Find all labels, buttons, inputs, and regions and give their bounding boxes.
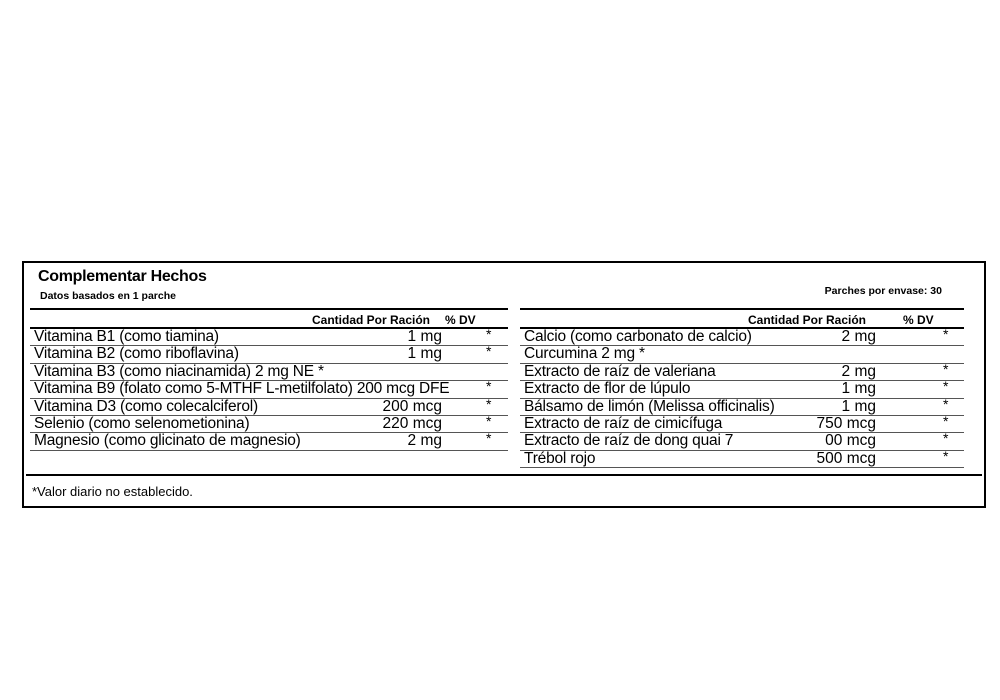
nutrient-name: Trébol rojo bbox=[524, 449, 596, 467]
footer-rule bbox=[26, 474, 982, 476]
nutrient-dv: * bbox=[943, 326, 949, 342]
nutrient-dv: * bbox=[486, 343, 492, 360]
nutrient-amount: 750 mcg bbox=[816, 414, 876, 432]
nutrient-dv: * bbox=[943, 378, 949, 395]
table-row bbox=[520, 430, 964, 450]
right-header-dv: % DV bbox=[903, 313, 934, 327]
left-header-rule bbox=[30, 308, 508, 310]
nutrient-dv: * bbox=[486, 378, 492, 395]
table-row bbox=[30, 364, 508, 381]
left-nutrient-list bbox=[30, 326, 508, 451]
footnote: *Valor diario no establecido. bbox=[32, 484, 193, 499]
nutrient-dv: * bbox=[486, 395, 492, 412]
table-row bbox=[520, 395, 964, 416]
nutrient-name: Bálsamo de limón (Melissa officinalis) bbox=[524, 397, 775, 415]
nutrient-name: Extracto de raíz de dong quai 7 bbox=[524, 432, 734, 450]
nutrient-dv: * bbox=[943, 412, 949, 429]
nutrient-amount: 1 mg bbox=[841, 397, 876, 415]
table-row bbox=[520, 326, 964, 346]
table-row bbox=[520, 360, 964, 381]
nutrient-amount: 1 mg bbox=[841, 380, 876, 398]
supplement-facts-panel bbox=[22, 261, 986, 508]
panel-title: Complementar Hechos bbox=[38, 268, 207, 285]
right-header-rule bbox=[520, 308, 964, 310]
serving-basis: Datos basados en 1 parche bbox=[40, 290, 176, 302]
nutrient-dv: * bbox=[486, 430, 492, 447]
nutrient-name: Vitamina B1 (como tiamina) bbox=[34, 328, 219, 345]
nutrient-name: Extracto de raíz de valeriana bbox=[524, 362, 716, 380]
nutrient-amount: 220 mcg bbox=[382, 414, 442, 432]
table-row bbox=[30, 395, 508, 416]
nutrient-amount: 200 mcg bbox=[382, 397, 442, 415]
nutrient-amount: 1 mg bbox=[407, 345, 442, 363]
nutrient-name: Extracto de raíz de cimicífuga bbox=[524, 414, 723, 432]
nutrient-amount: 00 mcg bbox=[825, 432, 876, 450]
nutrient-dv: * bbox=[943, 395, 949, 412]
table-row bbox=[30, 378, 508, 398]
table-row bbox=[520, 447, 964, 468]
table-row bbox=[520, 412, 964, 433]
nutrient-name: Vitamina D3 (como colecalciferol) bbox=[34, 397, 258, 415]
left-header-dv: % DV bbox=[445, 313, 476, 327]
nutrient-dv: * bbox=[943, 360, 949, 377]
table-row bbox=[30, 430, 508, 450]
nutrient-amount: 1 mg bbox=[407, 328, 442, 345]
table-row bbox=[30, 326, 508, 346]
nutrient-dv: * bbox=[943, 430, 949, 447]
right-header-amount: Cantidad Por Ración bbox=[748, 313, 867, 327]
servings-per-container: Parches por envase: 30 bbox=[824, 285, 942, 297]
nutrient-name: Vitamina B9 (folato como 5-MTHF L-metilfolato) 200 mcg DFE bbox=[34, 380, 450, 398]
nutrient-dv: * bbox=[943, 447, 949, 464]
nutrient-name: Selenio (como selenometionina) bbox=[34, 414, 250, 432]
nutrient-name: Extracto de flor de lúpulo bbox=[524, 380, 691, 398]
nutrient-dv: * bbox=[486, 412, 492, 429]
table-row bbox=[30, 412, 508, 433]
nutrient-name: Curcumina 2 mg * bbox=[524, 345, 645, 363]
nutrient-name: Vitamina B2 (como riboflavina) bbox=[34, 345, 239, 363]
nutrient-name: Calcio (como carbonato de calcio) bbox=[524, 328, 752, 345]
left-header-amount: Cantidad Por Ración bbox=[312, 313, 431, 327]
table-row bbox=[520, 378, 964, 398]
nutrient-dv: * bbox=[486, 326, 492, 342]
nutrient-amount: 500 mcg bbox=[816, 449, 876, 467]
nutrient-amount: 2 mg bbox=[407, 432, 442, 450]
table-row bbox=[30, 343, 508, 363]
nutrient-name: Magnesio (como glicinato de magnesio) bbox=[34, 432, 301, 450]
table-row bbox=[520, 346, 964, 363]
nutrient-amount: 2 mg bbox=[841, 328, 876, 345]
right-nutrient-list bbox=[520, 326, 964, 468]
nutrient-name: Vitamina B3 (como niacinamida) 2 mg NE * bbox=[34, 362, 324, 380]
nutrient-amount: 2 mg bbox=[841, 362, 876, 380]
